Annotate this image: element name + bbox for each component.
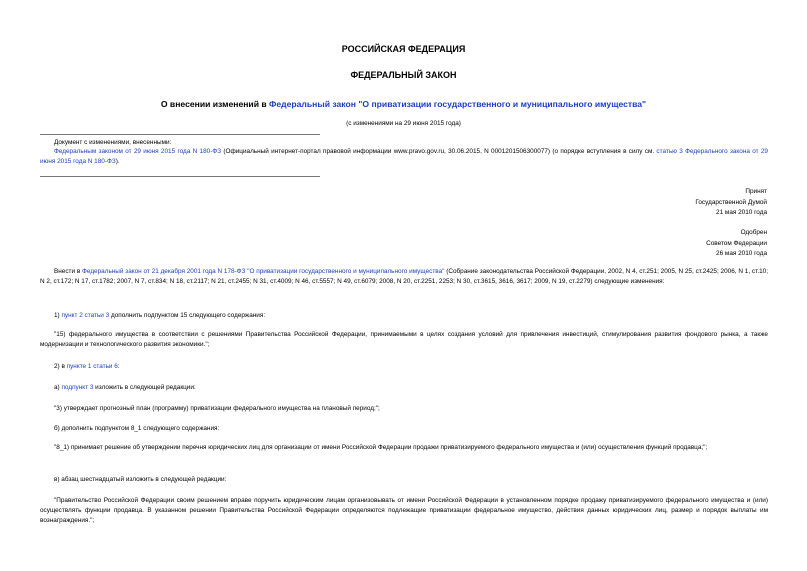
paragraph-quote-3: "3) утверждает прогнозный план (программу) приватизации федерального имущества на плановый период;"; bbox=[54, 405, 380, 412]
adopted-line-2: Государственной Думой bbox=[695, 198, 767, 206]
intro-text: (Собрание законодательства Российской Федерации, 2002, N 4, ст.251; 2005, N 25, ст.2425; 2006, N 1, ст.10; N 2, ст.172; N 17, ст.1782; 2007, N 7, ст.834; N 18, ст.2117; N 21, ст.2455; N 31, ст.4009; N 46, ст.5557; N 49, ст.6079; 2008, N 20, ст.2251, 2253; N 30, ст.3615, 3616, 3617; 2009, N 19, ст.2279) следующие изменения: bbox=[40, 268, 768, 286]
doc-type-heading: ФЕДЕРАЛЬНЫЙ ЗАКОН bbox=[350, 70, 457, 80]
adopted-line-3: 21 мая 2010 года bbox=[716, 209, 767, 216]
paragraph-quote-15: "15) федерального имущества в соответствии с решениями Правительства Российской Федерации, принимаемыми в целях создания условий для привлечения инвестиций, стимулирования развития фондового рынка, а также модернизации и технологического развития экономики."; bbox=[40, 331, 768, 349]
paragraph-quote-government: "Правительство Российской Федерации своим решением вправе поручить юридическим лицам организовывать от имени Российской Федерации в установленном порядке продажу приватизируемого федерального имущества и (или) осуществлять функции продавца. В указанном решении Правительства Российской Федерации определяются подлежащие приватизации федеральное имущество, действия данных юридических лиц, размер и порядок выплаты им вознаграждения."; bbox=[40, 497, 768, 525]
item-a-text: изложить в следующей редакции: bbox=[93, 384, 196, 391]
approved-block bbox=[706, 228, 767, 260]
adopted-block bbox=[695, 187, 767, 219]
change-note-tail: ). bbox=[115, 157, 120, 165]
note-top-divider bbox=[40, 134, 320, 135]
paragraph-item-b: б) дополнить подпунктом 8_1 следующего содержания: bbox=[54, 425, 220, 432]
country-heading: РОССИЙСКАЯ ФЕДЕРАЦИЯ bbox=[341, 44, 466, 54]
document-title bbox=[0, 99, 807, 109]
article-6-point-1-link[interactable]: пункте 1 статьи 6 bbox=[66, 363, 118, 370]
paragraph-intro bbox=[40, 267, 768, 287]
article-3-point-2-link[interactable]: пункт 2 статьи 3 bbox=[61, 312, 110, 319]
note-bottom-divider bbox=[40, 176, 320, 177]
paragraph-item-a bbox=[40, 383, 768, 393]
change-note-body bbox=[40, 147, 768, 166]
item-1-number: 1) bbox=[54, 312, 62, 319]
change-note-text: (Официальный интернет-портал правовой информации www.pravo.gov.ru, 30.06.2015, N 0001201506300077) (о порядке вступления в силу см. bbox=[221, 148, 657, 156]
paragraph-quote-8-1: "8_1) принимает решение об утверждении перечня юридических лиц для организации от имени Российской Федерации продажи приватизируемого федерального имущества и (или) осуществления функций продавца;"; bbox=[54, 444, 708, 451]
revision-subtitle: (с изменениями на 29 июня 2015 года) bbox=[346, 120, 461, 127]
adopted-line-1: Принят bbox=[745, 188, 767, 195]
change-note bbox=[40, 138, 768, 166]
approved-line-1: Одобрен bbox=[740, 229, 767, 236]
article-3-link[interactable]: статью 3 Федерального закона от 29 июня 2015 года N 180-ФЗ bbox=[40, 148, 768, 165]
title-prefix: О внесении изменений в bbox=[160, 99, 270, 109]
item-a-prefix: а) bbox=[54, 384, 62, 391]
item-1-text: дополнить подпунктом 15 следующего содержания: bbox=[109, 312, 266, 319]
item-2-number: 2) в bbox=[54, 363, 67, 370]
subpoint-3-link[interactable]: подпункт 3 bbox=[61, 384, 94, 391]
title-law-link[interactable]: Федеральный закон "О приватизации государственного и муниципального имущества" bbox=[269, 99, 647, 109]
amending-law-link[interactable]: Федеральным законом от 29 июня 2015 года N 180-ФЗ bbox=[54, 148, 222, 156]
paragraph-item-2 bbox=[40, 362, 768, 372]
paragraph-item-v: в) абзац шестнадцатый изложить в следующей редакции: bbox=[54, 476, 227, 483]
change-note-label: Документ с изменениями, внесенными: bbox=[54, 139, 172, 146]
item-2-text: : bbox=[117, 363, 120, 370]
approved-line-3: 26 мая 2010 года bbox=[716, 250, 767, 257]
paragraph-item-1 bbox=[40, 311, 768, 321]
law-178-fz-link[interactable]: Федеральный закон от 21 декабря 2001 года N 178-ФЗ "О приватизации государственного и муниципального имущества" bbox=[82, 268, 445, 275]
intro-prefix: Внести в bbox=[54, 268, 83, 275]
approved-line-2: Советом Федерации bbox=[706, 239, 767, 247]
